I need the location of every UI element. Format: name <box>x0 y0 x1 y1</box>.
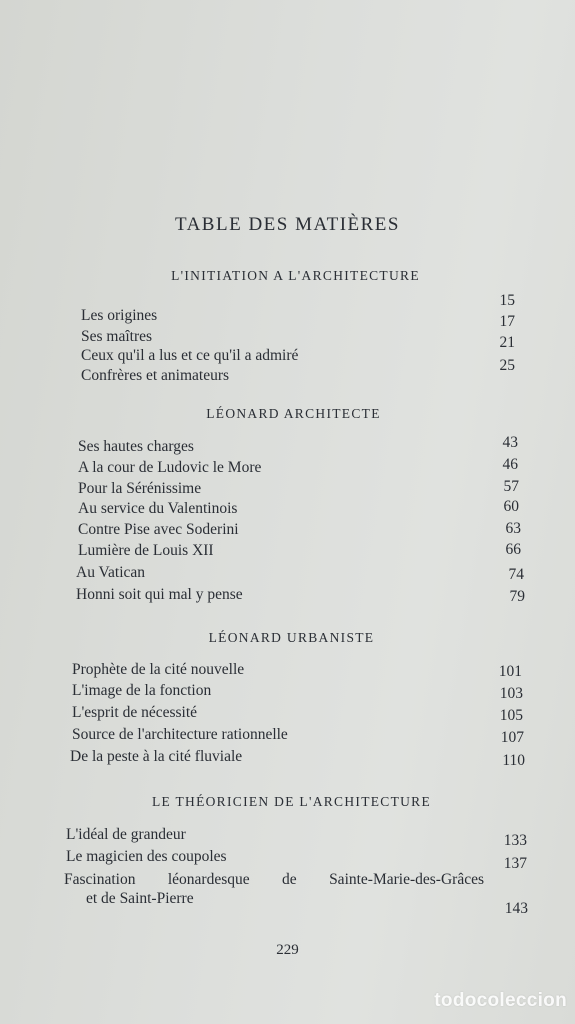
toc-page-number: 57 <box>503 478 519 495</box>
toc-page-number: 107 <box>500 729 524 746</box>
toc-entry: L'image de la fonction <box>72 682 212 699</box>
toc-page-number: 60 <box>503 498 519 515</box>
toc-entry <box>64 871 484 889</box>
section-heading-architecte: LÉONARD ARCHITECTE <box>206 406 381 421</box>
toc-page-number: 46 <box>502 456 518 473</box>
toc-entry: Le magicien des coupoles <box>66 848 227 865</box>
toc-entry: A la cour de Ludovic le More <box>78 459 262 476</box>
toc-page-number: 79 <box>509 588 525 605</box>
toc-page-number: 43 <box>502 434 518 451</box>
toc-entry: Ses hautes charges <box>78 438 194 455</box>
toc-page-number: 63 <box>505 520 521 537</box>
toc-entry: Ceux qu'il a lus et ce qu'il a admiré <box>81 347 299 364</box>
toc-entry: Au Vatican <box>76 564 146 581</box>
toc-page-number: 74 <box>508 566 524 583</box>
toc-page-number: 21 <box>499 334 515 351</box>
toc-page-number: 143 <box>504 900 528 917</box>
page-title: TABLE DES MATIÈRES <box>175 214 400 235</box>
toc-entry: De la peste à la cité fluviale <box>70 748 243 765</box>
page-folio: 229 <box>276 942 299 958</box>
toc-page-number: 137 <box>503 855 527 872</box>
toc-word: Sainte-Marie-des-Grâces <box>329 871 484 888</box>
toc-entry: Prophète de la cité nouvelle <box>72 661 245 678</box>
toc-entry: L'idéal de grandeur <box>66 826 186 843</box>
toc-entry: Ses maîtres <box>81 328 153 345</box>
toc-page-number: 66 <box>505 541 521 558</box>
toc-page-number: 17 <box>499 313 515 330</box>
toc-page-number: 25 <box>499 357 515 374</box>
toc-page-number: 133 <box>503 832 527 849</box>
toc-entry: Source de l'architecture rationnelle <box>72 726 288 743</box>
watermark-logo: todocoleccion <box>434 990 567 1011</box>
toc-page-number: 105 <box>499 707 523 724</box>
toc-page-number: 101 <box>498 663 522 680</box>
section-heading-theoricien: LE THÉORICIEN DE L'ARCHITECTURE <box>151 794 432 809</box>
toc-entry-continuation: et de Saint-Pierre <box>86 890 194 907</box>
toc-word: de <box>282 871 297 888</box>
toc-entry: Lumière de Louis XII <box>78 542 214 559</box>
toc-page-number: 15 <box>499 292 515 309</box>
section-heading-initiation: L'INITIATION A L'ARCHITECTURE <box>171 268 420 283</box>
toc-entry: Les origines <box>81 307 158 324</box>
section-heading-urbaniste: LÉONARD URBANISTE <box>208 630 375 645</box>
toc-entry: Contre Pise avec Soderini <box>78 521 239 538</box>
toc-word: Fascination <box>64 871 136 888</box>
toc-entry: Au service du Valentinois <box>78 500 238 517</box>
toc-page-number: 103 <box>499 685 523 702</box>
toc-entry: L'esprit de nécessité <box>72 704 198 721</box>
toc-word: léonardesque <box>167 871 250 888</box>
toc-entry: Honni soit qui mal y pense <box>76 586 243 603</box>
toc-entry: Pour la Sérénissime <box>78 480 202 497</box>
toc-page-number: 110 <box>502 752 525 769</box>
toc-entry: Confrères et animateurs <box>81 367 230 384</box>
